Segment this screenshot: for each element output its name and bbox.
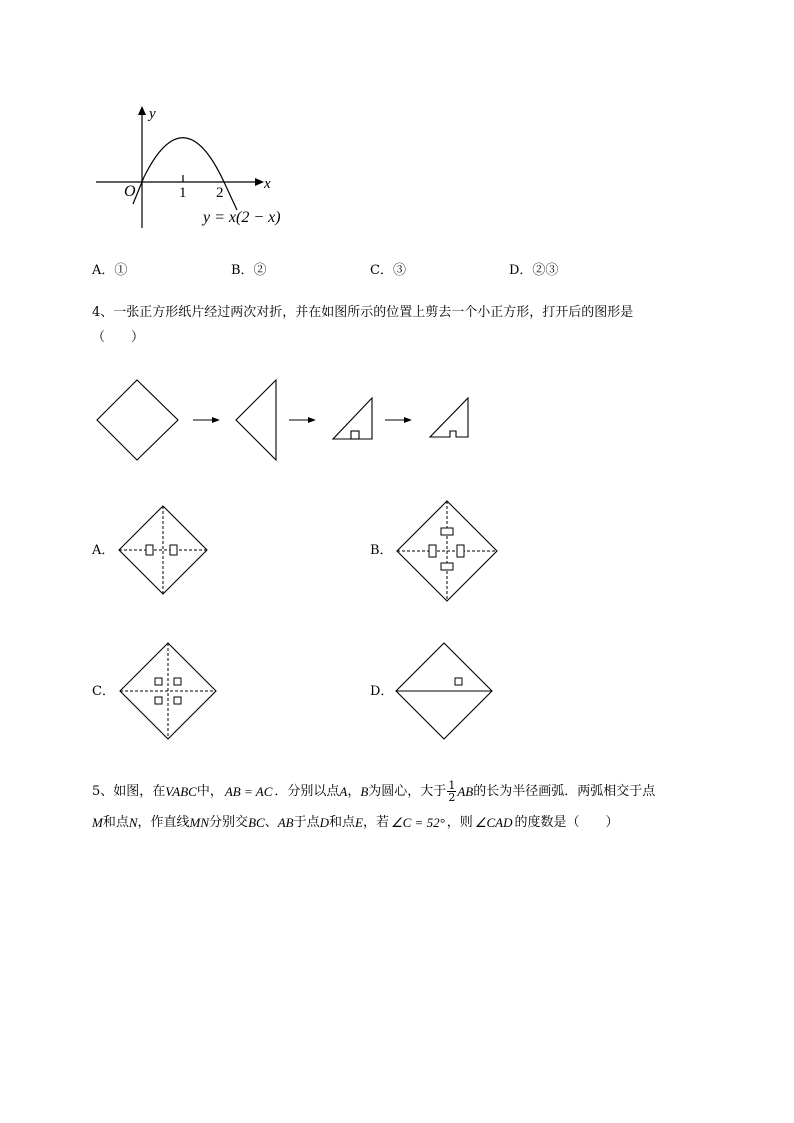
q5-segment-ab: AB bbox=[457, 783, 474, 799]
q5-text-9: 、 bbox=[264, 815, 278, 830]
q3-option-b[interactable]: B．② bbox=[231, 263, 267, 278]
q4-option-b-figure[interactable] bbox=[395, 499, 499, 603]
q4-option-a-figure[interactable] bbox=[117, 504, 209, 596]
equation-label: y = x(2 − x) bbox=[203, 209, 281, 226]
tick-label-2: 2 bbox=[216, 185, 224, 201]
q5-angle-c: ∠C = 52° bbox=[390, 815, 445, 830]
q4-question-line1: 4、一张正方形纸片经过两次对折，并在如图所示的位置上剪去一个小正方形，打开后的图形是 bbox=[92, 305, 634, 320]
q5-point-b: B bbox=[360, 783, 369, 799]
q5-text-8: 分别交 bbox=[209, 815, 249, 830]
q4-option-b-label[interactable]: B． bbox=[370, 543, 393, 558]
q5-segment-ab-2: AB bbox=[277, 815, 294, 830]
q5-line-mn: MN bbox=[189, 815, 210, 830]
q5-fraction-denominator: 2 bbox=[448, 791, 456, 804]
q4-option-a-label[interactable]: A． bbox=[92, 543, 115, 558]
q4-option-c-figure[interactable] bbox=[118, 641, 218, 741]
arrow-3-head bbox=[404, 417, 412, 423]
q5-text-3: ．分别以点 bbox=[274, 783, 340, 799]
x-axis-arrow bbox=[255, 178, 264, 186]
q3-option-a[interactable]: A．① bbox=[92, 263, 128, 278]
q5-question-line1 bbox=[92, 780, 655, 803]
q5-text-12: ，若 bbox=[362, 815, 389, 830]
q4-option-c-label[interactable]: C． bbox=[92, 684, 115, 699]
q5-point-e: E bbox=[355, 815, 363, 830]
q4-answer-blank: （ ） bbox=[92, 330, 145, 345]
x-axis-label: x bbox=[264, 176, 271, 192]
q4-option-d-figure[interactable] bbox=[394, 641, 494, 741]
q5-point-d: D bbox=[319, 815, 329, 830]
arrow-1-head bbox=[212, 417, 220, 423]
folding-sequence bbox=[95, 378, 495, 468]
q3-option-d[interactable]: D．②③ bbox=[509, 263, 559, 278]
q5-text-2: 中， bbox=[196, 783, 223, 799]
q4-option-d-label[interactable]: D． bbox=[370, 684, 394, 699]
fold-step-cut-mark bbox=[351, 431, 359, 439]
arrow-2-head bbox=[308, 417, 316, 423]
fold-step-triangle bbox=[236, 380, 276, 460]
q5-fraction bbox=[447, 780, 456, 803]
q5-text-4: 为圆心，大于 bbox=[368, 783, 447, 799]
q5-angle-cad: ∠CAD bbox=[474, 815, 513, 830]
q5-segment-bc: BC bbox=[248, 815, 265, 830]
q5-equation-ab-ac: AB = AC bbox=[224, 783, 273, 799]
q5-point-a: A bbox=[339, 783, 348, 799]
q5-point-n: N bbox=[128, 815, 138, 830]
fold-step-small-triangle bbox=[333, 398, 372, 439]
q5-triangle: VABC bbox=[165, 783, 197, 799]
q5-fraction-numerator: 1 bbox=[448, 779, 456, 792]
q5-text-13: ，则 bbox=[446, 815, 473, 830]
q5-text-11: 和点 bbox=[329, 815, 356, 830]
q5-text-1: 5、如图，在 bbox=[92, 783, 166, 799]
tick-label-1: 1 bbox=[179, 185, 187, 201]
origin-label: O bbox=[124, 183, 136, 200]
y-axis-arrow bbox=[138, 106, 146, 115]
q5-comma: ， bbox=[347, 783, 361, 799]
q5-text-10: 于点 bbox=[293, 815, 320, 830]
q5-text-14: 的度数是（ ） bbox=[514, 815, 619, 830]
q5-point-m: M bbox=[92, 815, 103, 830]
q3-option-c[interactable]: C．③ bbox=[370, 263, 406, 278]
q5-text-5: 的长为半径画弧．两弧相交于点 bbox=[473, 783, 656, 799]
y-axis-label: y bbox=[149, 106, 156, 122]
q5-text-6: 和点 bbox=[102, 815, 129, 830]
q5-question-line2 bbox=[92, 815, 618, 831]
fold-step-cut-triangle bbox=[430, 398, 468, 437]
parabola-graph bbox=[90, 100, 290, 230]
fold-step-square bbox=[97, 380, 178, 460]
q5-text-7: ，作直线 bbox=[137, 815, 190, 830]
